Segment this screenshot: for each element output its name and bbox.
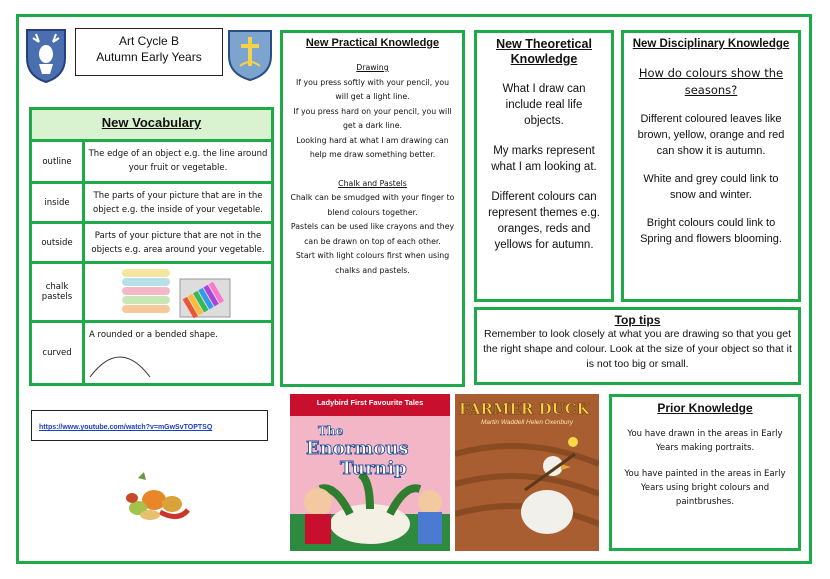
title-line2: Autumn Early Years [96,50,202,64]
autumn-vegetables-image [120,470,190,524]
vocab-term: chalk pastels [32,264,85,320]
top-tips-heading: Top tips [614,313,661,327]
enormous-turnip-book-cover [290,394,450,551]
top-tips-panel [474,307,801,385]
farmer-duck-authors: Martin Waddell Helen Oxenbury [480,419,573,426]
disciplinary-knowledge-panel [621,30,801,302]
practical-text: Start with light colours first when using chalks and pastels. [295,251,450,275]
pastels-box-image [179,278,231,318]
prior-heading: Prior Knowledge [657,401,753,415]
disciplinary-text: Bright colours could link to Spring and flowers blooming. [640,217,782,245]
disciplinary-heading: New Disciplinary Knowledge [632,38,790,50]
farmer-duck-title: FARMER DUCK [459,400,590,418]
vocab-row [32,264,271,323]
turnip-title-the: The [318,424,344,438]
vocab-definition: The parts of your picture that are in the object e.g. the inside of your vegetable. [93,191,263,215]
vocab-row [32,224,271,264]
practical-text: Chalk can be smudged with your finger to blend colours together. [290,193,455,217]
vocab-definition: The edge of an object e.g. the line around your fruit or vegetable. [88,149,268,173]
farmer-duck-book-cover [455,394,599,551]
vocab-definition: Parts of your picture that are not in the objects e.g. area around your vegetable. [91,231,265,255]
practical-text: If you press hard on your pencil, you will get a dark line. [293,106,452,130]
practical-heading: New Practical Knowledge [305,37,440,49]
vocab-term: inside [32,184,85,221]
disciplinary-text: Different coloured leaves like brown, yellow, orange and red can show it is autumn. [637,113,785,157]
vocab-term: curved [32,323,85,383]
theoretical-heading: New Theoretical Knowledge [496,37,592,66]
vocab-definition [85,264,271,320]
drawing-subheading: Drawing [356,63,389,72]
theoretical-text: Different colours can represent themes e.g. oranges, reds and yellows for autumn. [488,191,600,251]
vocab-term: outline [32,142,85,181]
curved-line-illustration [87,343,153,379]
video-link-box[interactable] [31,410,268,441]
disciplinary-question: How do colours show the seasons? [638,66,784,97]
vocab-term: outside [32,224,85,261]
title-line1: Art Cycle B [118,34,179,48]
turnip-title-enormous: Enormous [306,438,409,459]
theoretical-knowledge-panel [474,30,614,302]
title-box [75,28,223,76]
practical-knowledge-panel [280,30,465,387]
top-tips-text: Remember to look closely at what you are drawing so that you get the right shape and colour. Look at the size of your object so that it is not too big or small. [483,328,792,370]
vocab-row [32,323,271,383]
school-crest-left [25,28,67,84]
chalk-stack-image [120,267,172,315]
chalk-subheading: Chalk and Pastels [338,178,407,188]
theoretical-text: What I draw can include real life objects. [502,83,586,127]
turnip-title-turnip: Turnip [340,458,407,479]
school-crest-right [226,28,274,82]
prior-text: You have drawn in the areas in Early Years making portraits. [627,429,783,453]
vocabulary-panel [29,107,274,386]
theoretical-text: My marks represent what I am looking at. [491,145,597,173]
practical-text: Pastels can be used like crayons and they can be drawn on top of each other. [290,222,455,246]
vocab-row [32,184,271,224]
vocab-definition-text: A rounded or a bended shape. [89,330,218,340]
practical-text: Looking hard at what I am drawing can help me draw something better. [296,135,449,159]
prior-text: You have painted in the areas in Early Years using bright colours and paintbrushes. [624,469,786,507]
vocab-definition [85,323,271,383]
video-link[interactable]: https://www.youtube.com/watch?v=mGwSvTOPTSQ [39,424,213,431]
vocabulary-heading: New Vocabulary [32,110,271,142]
turnip-series-label: Ladybird First Favourite Tales [316,398,424,407]
prior-knowledge-panel [609,394,801,551]
vocab-row [32,142,271,184]
practical-text: If you press softly with your pencil, you will get a light line. [295,77,450,101]
disciplinary-text: White and grey could link to snow and winter. [643,173,779,201]
